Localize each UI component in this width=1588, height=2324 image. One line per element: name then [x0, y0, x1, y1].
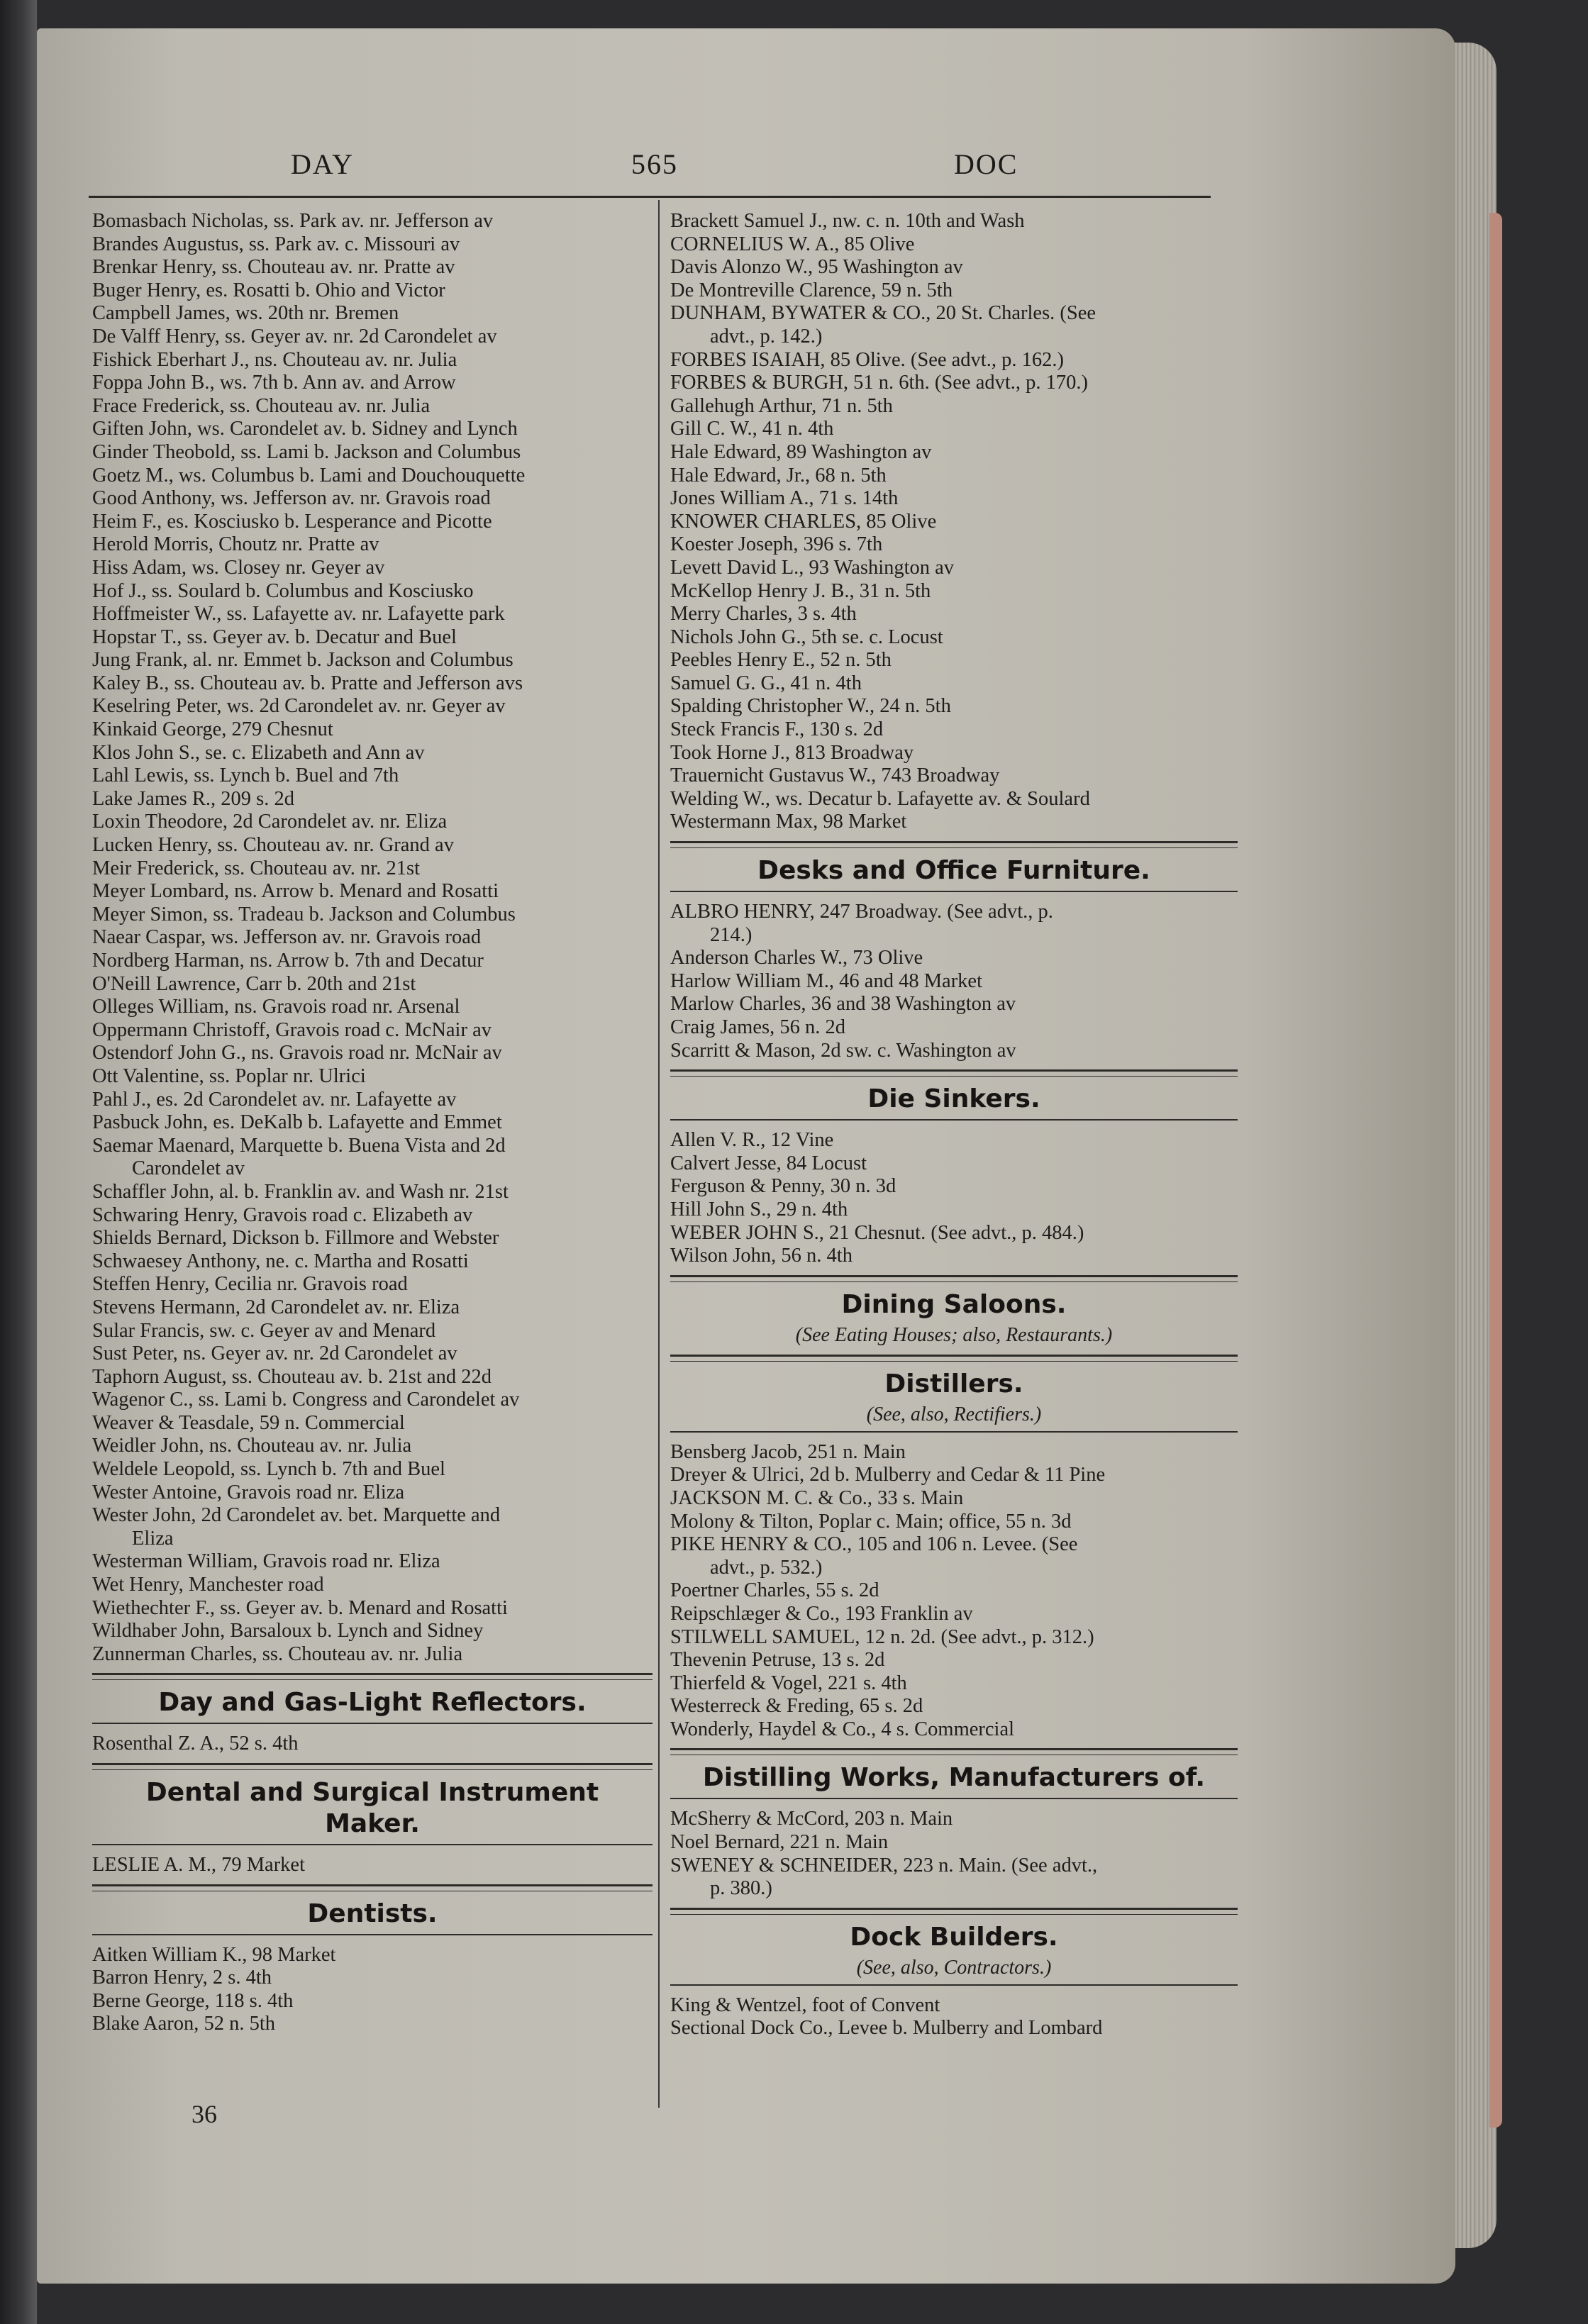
header-left-guideword: DAY	[291, 148, 354, 180]
list-item: Ostendorf John G., ns. Gravois road nr. McNair av	[92, 1042, 502, 1064]
list-item: Naear Caspar, ws. Jefferson av. nr. Gravois road	[92, 926, 482, 949]
distilling-works-list	[670, 1808, 1238, 1900]
book-binding	[0, 0, 37, 2324]
die-sinkers-list	[670, 1129, 1238, 1268]
list-item: Foppa John B., ws. 7th b. Ann av. and Arrow	[92, 372, 456, 394]
section-rule	[670, 1069, 1238, 1077]
list-item: Olleges William, ns. Gravois road nr. Arsenal	[92, 996, 460, 1018]
list-item: Brandes Augustus, ss. Park av. c. Missouri av	[92, 233, 460, 255]
list-item: Thierfeld & Vogel, 221 s. 4th	[670, 1672, 907, 1694]
list-item: Shields Bernard, Dickson b. Fillmore and Webster	[92, 1227, 499, 1250]
list-item: Koester Joseph, 396 s. 7th	[670, 533, 883, 556]
list-item: WEBER JOHN S., 21 Chesnut. (See advt., p. 484.)	[670, 1221, 1084, 1244]
list-item: Klos John S., se. c. Elizabeth and Ann av	[92, 741, 425, 764]
list-item: Westerreck & Freding, 65 s. 2d	[670, 1695, 923, 1718]
list-item: Keselring Peter, ws. 2d Carondelet av. nr. Geyer av	[92, 695, 506, 718]
section-rule	[670, 1275, 1238, 1282]
section-rule	[670, 1908, 1238, 1915]
list-item: Poertner Charles, 55 s. 2d	[670, 1579, 879, 1602]
list-item: Jones William A., 71 s. 14th	[670, 487, 899, 510]
list-item: PIKE HENRY & CO., 105 and 106 n. Levee. (See	[670, 1533, 1078, 1556]
list-item: Hill John S., 29 n. 4th	[670, 1198, 848, 1221]
list-item: Aitken William K., 98 Market	[92, 1943, 336, 1966]
list-item: Levett David L., 93 Washington av	[670, 556, 955, 579]
section-rule	[670, 1984, 1238, 1986]
list-item: Hoffmeister W., ss. Lafayette av. nr. Lafayette park	[92, 603, 505, 626]
list-item: JACKSON M. C. & Co., 33 s. Main	[670, 1486, 964, 1509]
list-item: Marlow Charles, 36 and 38 Washington av	[670, 993, 1016, 1016]
list-item: Kinkaid George, 279 Chesnut	[92, 718, 333, 741]
list-item: Meir Frederick, ss. Chouteau av. nr. 21st	[92, 857, 420, 879]
distillers-list	[670, 1441, 1238, 1742]
list-item: Herold Morris, Choutz nr. Pratte av	[92, 533, 379, 556]
page-number: 565	[631, 148, 678, 180]
list-item: Samuel G. G., 41 n. 4th	[670, 672, 862, 694]
cross-reference-note: (See, also, Rectifiers.)	[866, 1403, 1042, 1425]
cross-reference-note: (See, also, Contractors.)	[856, 1956, 1052, 1979]
list-item: Lake James R., 209 s. 2d	[92, 787, 294, 810]
signature-mark: 36	[191, 2100, 217, 2128]
list-item: Hale Edward, 89 Washington av	[670, 440, 932, 463]
list-item: Trauernicht Gustavus W., 743 Broadway	[670, 765, 1000, 787]
list-item: Fishick Eberhart J., ns. Chouteau av. nr. Julia	[92, 348, 457, 371]
dentists-list	[92, 1944, 653, 2036]
list-item: DUNHAM, BYWATER & CO., 20 St. Charles. (See	[670, 302, 1096, 325]
list-item: Noel Bernard, 221 n. Main	[670, 1831, 889, 1854]
list-item: Hale Edward, Jr., 68 n. 5th	[670, 464, 887, 487]
list-item: Eliza	[132, 1527, 174, 1550]
section-heading: Die Sinkers.	[867, 1084, 1040, 1114]
list-item: Ott Valentine, ss. Poplar nr. Ulrici	[92, 1064, 366, 1087]
section-rule	[670, 1748, 1238, 1755]
desks-list	[670, 901, 1238, 1062]
list-item: Westermann Max, 98 Market	[670, 811, 907, 833]
section-rule	[670, 841, 1238, 848]
list-item: Welding W., ws. Decatur b. Lafayette av. & Soulard	[670, 787, 1090, 810]
list-item: Bensberg Jacob, 251 n. Main	[670, 1440, 906, 1463]
list-item: Blake Aaron, 52 n. 5th	[92, 2013, 276, 2035]
list-item: Giften John, ws. Carondelet av. b. Sidney and Lynch	[92, 418, 518, 440]
list-item: Nichols John G., 5th se. c. Locust	[670, 626, 943, 648]
right-column	[670, 210, 1238, 2040]
list-item: Harlow William M., 46 and 48 Market	[670, 969, 982, 992]
list-item: Sust Peter, ns. Geyer av. nr. 2d Carondelet av	[92, 1342, 457, 1365]
list-item: Pahl J., es. 2d Carondelet av. nr. Lafayette av	[92, 1088, 457, 1111]
list-item: STILWELL SAMUEL, 12 n. 2d. (See advt., p. 312.)	[670, 1625, 1094, 1648]
list-item: advt., p. 532.)	[710, 1556, 823, 1579]
section-heading: Distillers.	[884, 1369, 1023, 1399]
column-divider	[658, 200, 660, 2108]
section-rule	[92, 1723, 653, 1724]
list-item: ALBRO HENRY, 247 Broadway. (See advt., p.	[670, 901, 1053, 923]
list-item: Stevens Hermann, 2d Carondelet av. nr. Eliza	[92, 1296, 460, 1318]
list-item: Took Horne J., 813 Broadway	[670, 741, 914, 764]
section-heading: Dining Saloons.	[841, 1289, 1067, 1319]
list-item: Wilson John, 56 n. 4th	[670, 1245, 853, 1267]
list-item: Molony & Tilton, Poplar c. Main; office, 55 n. 3d	[670, 1510, 1072, 1533]
section-heading: Dentists.	[307, 1898, 438, 1928]
list-item: Pasbuck John, es. DeKalb b. Lafayette and Emmet	[92, 1111, 502, 1134]
list-item: Meyer Lombard, ns. Arrow b. Menard and Rosatti	[92, 880, 499, 903]
list-item: 214.)	[710, 923, 753, 946]
list-item: FORBES & BURGH, 51 n. 6th. (See advt., p. 170.)	[670, 372, 1089, 394]
list-item: Bomasbach Nicholas, ss. Park av. nr. Jefferson av	[92, 210, 494, 232]
list-item: Scarritt & Mason, 2d sw. c. Washington av	[670, 1039, 1016, 1062]
list-item: Schwaesey Anthony, ne. c. Martha and Rosatti	[92, 1250, 469, 1272]
section-rule	[670, 1355, 1238, 1362]
list-item: Hiss Adam, ws. Closey nr. Geyer av	[92, 556, 385, 579]
running-header	[85, 148, 1220, 190]
list-item: Schwaring Henry, Gravois road c. Elizabeth av	[92, 1203, 473, 1226]
list-item: Lucken Henry, ss. Chouteau av. nr. Grand av	[92, 834, 454, 857]
list-item: Carondelet av	[132, 1157, 245, 1180]
list-item: De Valff Henry, ss. Geyer av. nr. 2d Carondelet av	[92, 325, 497, 348]
list-item: Weidler John, ns. Chouteau av. nr. Julia	[92, 1435, 412, 1457]
section-rule	[670, 1798, 1238, 1799]
list-item: Schaffler John, al. b. Franklin av. and Wash nr. 21st	[92, 1180, 509, 1203]
list-item: Hopstar T., ss. Geyer av. b. Decatur and Buel	[92, 626, 457, 648]
list-item: Jung Frank, al. nr. Emmet b. Jackson and Columbus	[92, 649, 513, 672]
right-entry-list	[670, 210, 1238, 834]
list-item: Wester John, 2d Carondelet av. bet. Marquette and	[92, 1504, 501, 1527]
list-item: Gallehugh Arthur, 71 n. 5th	[670, 394, 893, 417]
list-item: Wonderly, Haydel & Co., 4 s. Commercial	[670, 1718, 1015, 1740]
page-edge-tint	[1489, 213, 1502, 2128]
dock-builders-list	[670, 1994, 1238, 2040]
list-item: Rosenthal Z. A., 52 s. 4th	[92, 1733, 299, 1755]
section-rule	[670, 1119, 1238, 1121]
list-item: Dreyer & Ulrici, 2d b. Mulberry and Cedar & 11 Pine	[670, 1464, 1106, 1486]
list-item: Steck Francis F., 130 s. 2d	[670, 718, 884, 741]
list-item: Calvert Jesse, 84 Locust	[670, 1152, 867, 1174]
list-item: Ferguson & Penny, 30 n. 3d	[670, 1175, 896, 1198]
list-item: Loxin Theodore, 2d Carondelet av. nr. Eliza	[92, 811, 448, 833]
list-item: Sular Francis, sw. c. Geyer av and Menard	[92, 1319, 436, 1342]
left-column	[92, 210, 653, 2036]
list-item: Gill C. W., 41 n. 4th	[670, 418, 834, 440]
list-item: p. 380.)	[710, 1877, 772, 1900]
list-item: Steffen Henry, Cecilia nr. Gravois road	[92, 1273, 408, 1296]
section-rule	[92, 1844, 653, 1845]
list-item: Heim F., es. Kosciusko b. Lesperance and Picotte	[92, 510, 492, 533]
list-item: Thevenin Petruse, 13 s. 2d	[670, 1649, 885, 1672]
list-item: KNOWER CHARLES, 85 Olive	[670, 510, 937, 533]
list-item: Wildhaber John, Barsaloux b. Lynch and Sidney	[92, 1620, 484, 1642]
list-item: Lahl Lewis, ss. Lynch b. Buel and 7th	[92, 765, 399, 787]
list-item: Weaver & Teasdale, 59 n. Commercial	[92, 1411, 405, 1434]
section-heading: Dental and Surgical Instrument Maker.	[145, 1778, 599, 1838]
list-item: Brackett Samuel J., nw. c. n. 10th and Wash	[670, 210, 1025, 232]
list-item: Saemar Maenard, Marquette b. Buena Vista and 2d	[92, 1134, 506, 1157]
header-rule	[89, 196, 1211, 198]
section-heading: Distilling Works, Manufacturers of.	[702, 1763, 1206, 1793]
list-item: Wiethechter F., ss. Geyer av. b. Menard and Rosatti	[92, 1596, 508, 1619]
list-item: Craig James, 56 n. 2d	[670, 1016, 845, 1038]
section-heading: Dock Builders.	[850, 1922, 1058, 1952]
section-heading: Day and Gas-Light Reflectors.	[158, 1688, 587, 1718]
section-heading: Desks and Office Furniture.	[757, 856, 1150, 886]
list-item: Ginder Theobold, ss. Lami b. Jackson and Columbus	[92, 440, 521, 463]
list-item: LESLIE A. M., 79 Market	[92, 1854, 306, 1876]
list-item: Oppermann Christoff, Gravois road c. McNair av	[92, 1018, 492, 1041]
list-item: Brenkar Henry, ss. Chouteau av. nr. Pratte av	[92, 256, 455, 279]
list-item: Wester Antoine, Gravois road nr. Eliza	[92, 1481, 405, 1503]
header-right-guideword: DOC	[954, 148, 1018, 180]
list-item: De Montreville Clarence, 59 n. 5th	[670, 279, 953, 301]
list-item: Berne George, 118 s. 4th	[92, 1989, 294, 2012]
section-rule	[92, 1884, 653, 1891]
list-item: Good Anthony, ws. Jefferson av. nr. Gravois road	[92, 487, 491, 510]
list-item: Kaley B., ss. Chouteau av. b. Pratte and Jefferson avs	[92, 672, 523, 694]
list-item: Anderson Charles W., 73 Olive	[670, 947, 923, 969]
left-entry-list	[92, 210, 653, 1666]
list-item: Taphorn August, ss. Chouteau av. b. 21st and 22d	[92, 1365, 492, 1388]
list-item: Peebles Henry E., 52 n. 5th	[670, 649, 892, 672]
section-rule	[92, 1673, 653, 1680]
list-item: Meyer Simon, ss. Tradeau b. Jackson and Columbus	[92, 903, 516, 925]
list-item: Davis Alonzo W., 95 Washington av	[670, 256, 963, 279]
list-item: O'Neill Lawrence, Carr b. 20th and 21st	[92, 972, 416, 995]
list-item: Campbell James, ws. 20th nr. Bremen	[92, 302, 399, 325]
list-item: Hof J., ss. Soulard b. Columbus and Kosciusko	[92, 579, 474, 602]
list-item: Frace Frederick, ss. Chouteau av. nr. Julia	[92, 394, 431, 417]
list-item: advt., p. 142.)	[710, 325, 823, 348]
section-rule	[92, 1763, 653, 1770]
list-item: Goetz M., ws. Columbus b. Lami and Douchouquette	[92, 464, 526, 487]
list-item: Zunnerman Charles, ss. Chouteau av. nr. Julia	[92, 1642, 463, 1665]
list-item: Reipschlæger & Co., 193 Franklin av	[670, 1602, 973, 1625]
section-rule	[670, 891, 1238, 892]
list-item: Buger Henry, es. Rosatti b. Ohio and Victor	[92, 279, 445, 301]
cross-reference-note: (See Eating Houses; also, Restaurants.)	[795, 1323, 1113, 1346]
list-item: SWENEY & SCHNEIDER, 223 n. Main. (See advt.,	[670, 1854, 1098, 1877]
list-item: Sectional Dock Co., Levee b. Mulberry and Lombard	[670, 2017, 1103, 2040]
list-item: McSherry & McCord, 203 n. Main	[670, 1808, 953, 1830]
section-rule	[92, 1934, 653, 1935]
list-item: McKellop Henry J. B., 31 n. 5th	[670, 579, 931, 602]
list-item: King & Wentzel, foot of Convent	[670, 1994, 940, 2016]
list-item: Nordberg Harman, ns. Arrow b. 7th and Decatur	[92, 950, 484, 972]
list-item: Westerman William, Gravois road nr. Eliza	[92, 1550, 440, 1573]
list-item: Barron Henry, 2 s. 4th	[92, 1967, 272, 1989]
list-item: Spalding Christopher W., 24 n. 5th	[670, 695, 951, 718]
list-item: Merry Charles, 3 s. 4th	[670, 603, 857, 626]
list-item: CORNELIUS W. A., 85 Olive	[670, 233, 915, 255]
section-rule	[670, 1431, 1238, 1433]
list-item: FORBES ISAIAH, 85 Olive. (See advt., p. 162.)	[670, 348, 1064, 371]
list-item: Allen V. R., 12 Vine	[670, 1129, 834, 1152]
list-item: Wet Henry, Manchester road	[92, 1574, 324, 1596]
list-item: Wagenor C., ss. Lami b. Congress and Carondelet av	[92, 1389, 520, 1411]
list-item: Weldele Leopold, ss. Lynch b. 7th and Buel	[92, 1458, 445, 1481]
